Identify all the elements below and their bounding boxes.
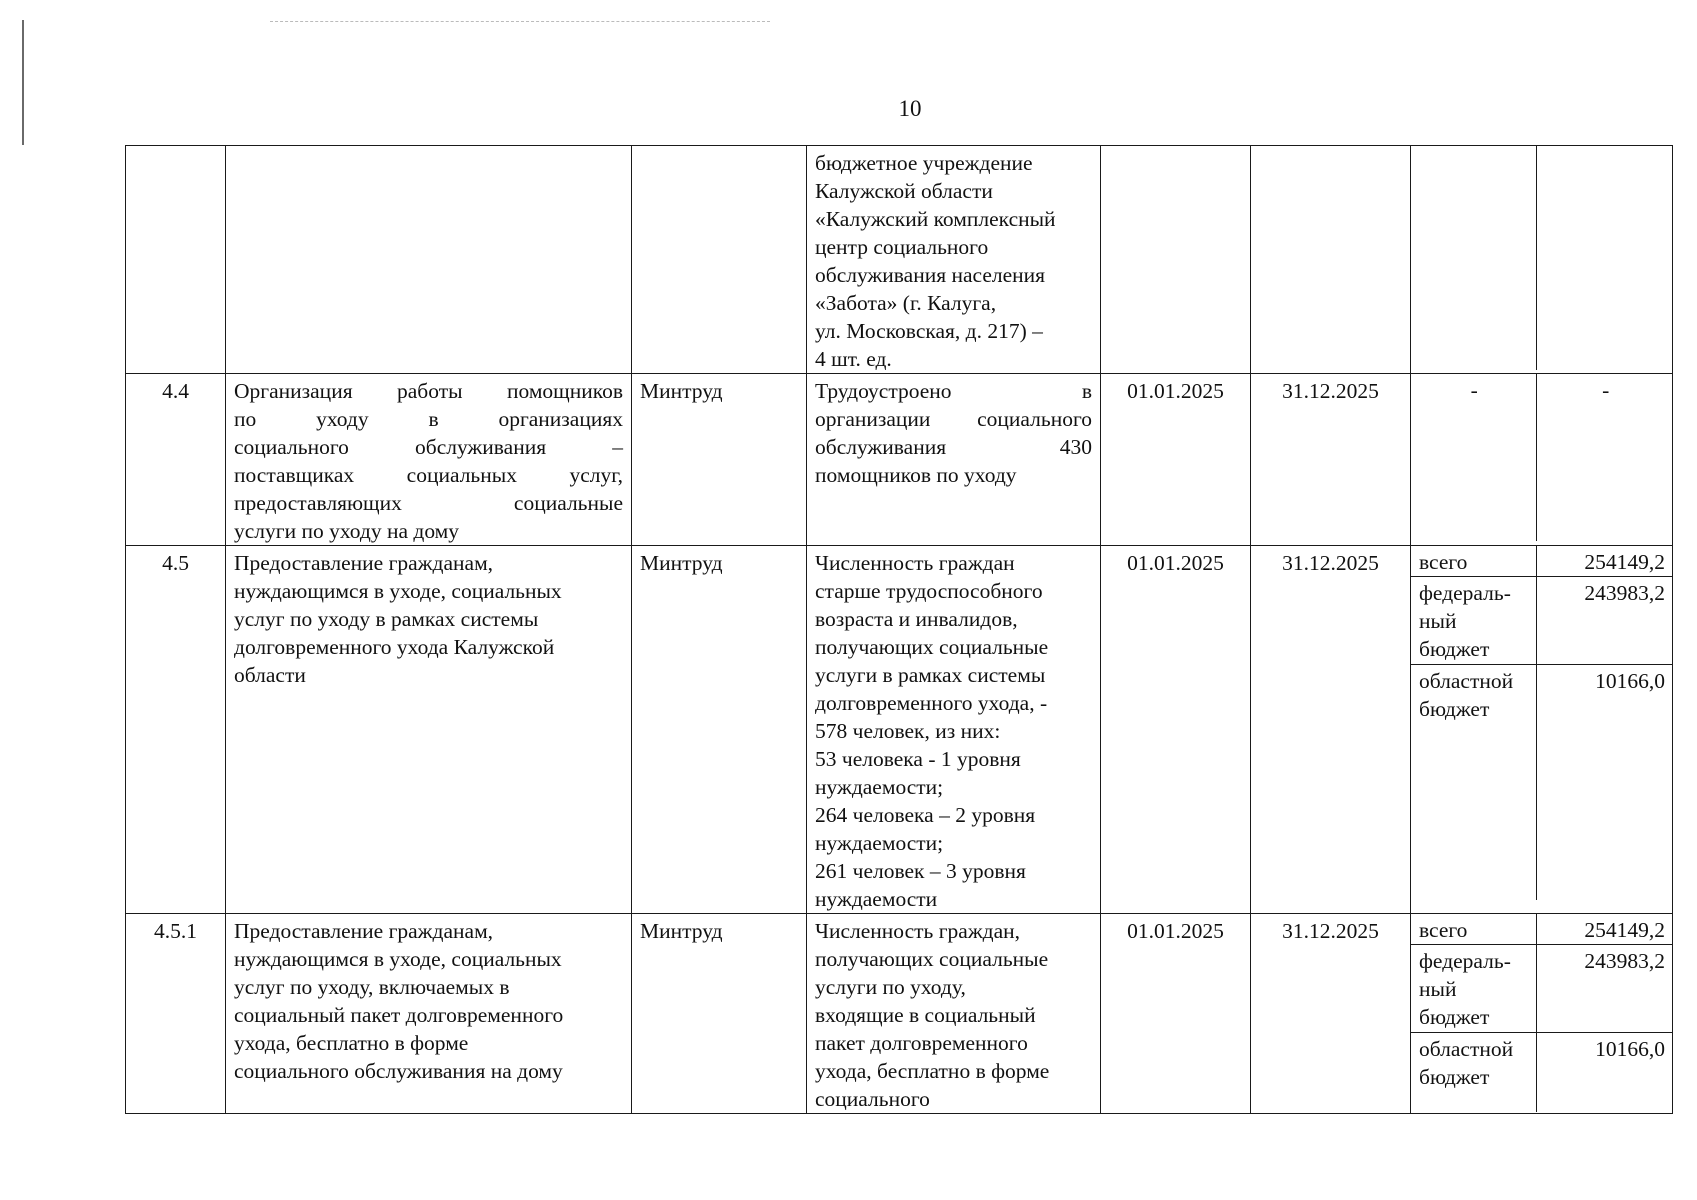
- funding-source: -: [1411, 374, 1536, 541]
- funding-source: федераль- ный бюджет: [1411, 577, 1536, 665]
- measure-name: [226, 374, 632, 546]
- funding-amount: 254149,2: [1584, 918, 1665, 942]
- plan-table: [125, 145, 1673, 1114]
- table-row: [126, 546, 1673, 914]
- start-date: 01.01.2025: [1101, 374, 1251, 546]
- start-date: [1101, 146, 1251, 374]
- measure-name: Предоставление гражданам, нуждающимся в уходе, социальных услуг по уходу в рамках системы долговременного ухода Калужской области: [226, 546, 632, 914]
- funding-amount: 10166,0: [1536, 665, 1673, 900]
- row-number: [126, 146, 226, 374]
- result-text: Численность граждан старше трудоспособного возраста и инвалидов, получающих социальные услуги в рамках системы долговременного ухода, - 578 человек, из них: 53 человека - 1 уровня нуждаемости; 264 человека – 2 уровня нуждаемости; 261 человек – 3 уровня нуждаемости: [807, 546, 1101, 914]
- funding-cell: [1411, 146, 1673, 374]
- page-number: 10: [898, 96, 922, 121]
- result-text: бюджетное учреждение Калужской области «Калужский комплексный центр социального обслуживания населения «Забота» (г. Калуга, ул. Московская, д. 217) – 4 шт. ед.: [807, 146, 1101, 374]
- funding-amount: 10166,0: [1536, 1033, 1673, 1112]
- row-number: 4.5: [126, 546, 226, 914]
- measure-name-line: Организация работы помощников: [234, 379, 623, 403]
- funding-amount: 254149,2: [1584, 550, 1665, 574]
- funding-source: всего: [1411, 546, 1536, 577]
- result-line: помощников по уходу: [815, 463, 1017, 487]
- executor: Минтруд: [632, 374, 807, 546]
- result-line: Трудоустроено в: [815, 379, 1092, 403]
- end-date: 31.12.2025: [1251, 546, 1411, 914]
- funding-table: [1411, 546, 1673, 900]
- measure-name: Предоставление гражданам, нуждающимся в уходе, социальных услуг по уходу, включаемых в социальный пакет долговременного ухода, бесплатно в форме социального обслуживания на дому: [226, 914, 632, 1114]
- table-row: [126, 374, 1673, 546]
- funding-amount: [1536, 146, 1673, 370]
- measure-name-line: услуги по уходу на дому: [234, 519, 460, 543]
- executor: Минтруд: [632, 914, 807, 1114]
- executor: [632, 146, 807, 374]
- scan-artifact: [270, 21, 770, 22]
- funding-amount: -: [1602, 378, 1610, 402]
- result-text: [807, 374, 1101, 546]
- funding-amount: 243983,2: [1536, 577, 1673, 665]
- funding-source: [1411, 146, 1536, 370]
- result-line: обслуживания 430: [815, 435, 1092, 459]
- funding-cell: [1411, 546, 1673, 914]
- funding-table: [1411, 374, 1673, 541]
- row-number: 4.5.1: [126, 914, 226, 1114]
- scan-edge-line: [22, 20, 24, 145]
- funding-table: [1411, 914, 1673, 1112]
- result-text: Численность граждан, получающих социальные услуги по уходу, входящие в социальный пакет долговременного ухода, бесплатно в форме социального: [807, 914, 1101, 1114]
- result-line: организации социального: [815, 407, 1092, 431]
- end-date: [1251, 146, 1411, 374]
- funding-amount: 243983,2: [1536, 945, 1673, 1033]
- funding-cell: [1411, 374, 1673, 546]
- end-date: 31.12.2025: [1251, 374, 1411, 546]
- table-row: [126, 914, 1673, 1114]
- executor: Минтруд: [632, 546, 807, 914]
- measure-name-line: поставщиках социальных услуг,: [234, 463, 623, 487]
- measure-name-line: предоставляющих социальные: [234, 491, 623, 515]
- funding-source: всего: [1411, 914, 1536, 945]
- funding-source: областной бюджет: [1411, 1033, 1536, 1112]
- measure-name: [226, 146, 632, 374]
- start-date: 01.01.2025: [1101, 914, 1251, 1114]
- funding-source: областной бюджет: [1411, 665, 1536, 900]
- funding-source: федераль- ный бюджет: [1411, 945, 1536, 1033]
- funding-table: [1411, 146, 1673, 370]
- end-date: 31.12.2025: [1251, 914, 1411, 1114]
- funding-cell: [1411, 914, 1673, 1114]
- measure-name-line: социального обслуживания –: [234, 435, 623, 459]
- table-row: [126, 146, 1673, 374]
- measure-name-line: по уходу в организациях: [234, 407, 623, 431]
- row-number: 4.4: [126, 374, 226, 546]
- start-date: 01.01.2025: [1101, 546, 1251, 914]
